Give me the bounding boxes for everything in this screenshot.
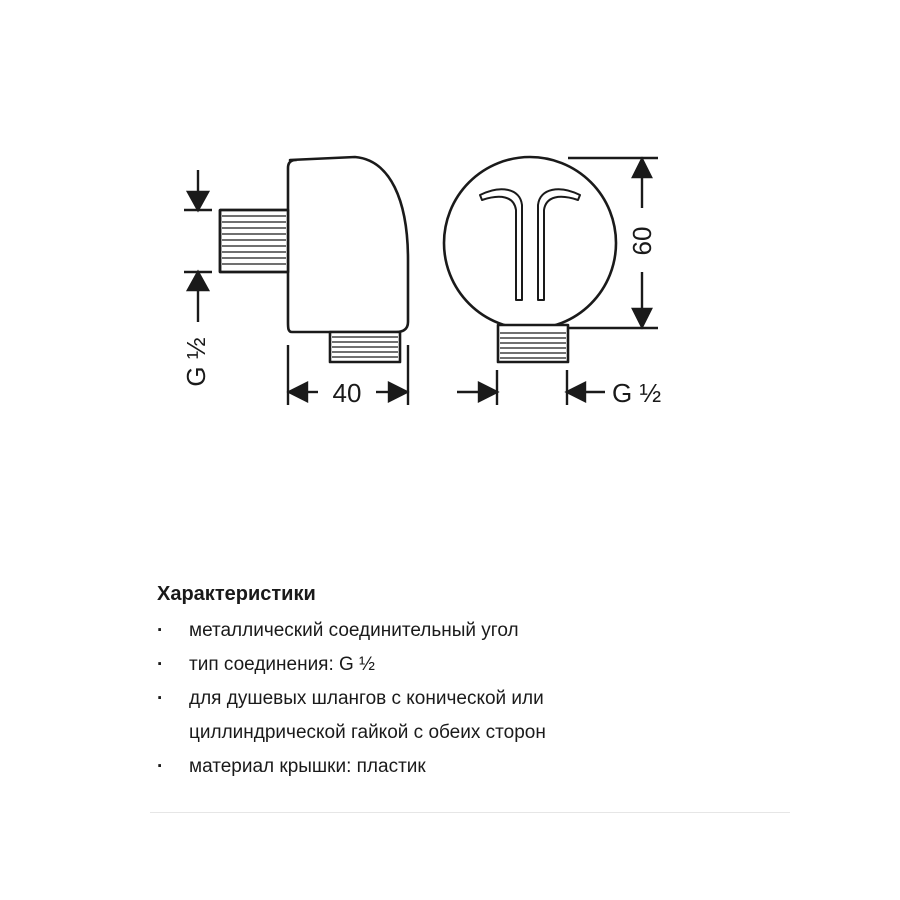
bullet-icon: · <box>157 688 164 709</box>
bullet-icon: · <box>157 756 164 777</box>
specifications-title: Характеристики <box>157 583 316 605</box>
side-thread-dimension <box>184 170 212 322</box>
front-view <box>444 157 616 362</box>
bullet-icon: · <box>157 654 164 675</box>
front-thread-dimension <box>457 370 605 405</box>
spec-item <box>157 614 797 648</box>
section-divider <box>150 812 790 813</box>
spec-item-text: материал крышки: пластик <box>189 756 426 777</box>
bullet-icon: · <box>157 620 164 641</box>
spec-item <box>157 750 797 784</box>
front-logo <box>480 189 522 300</box>
side-view <box>220 157 408 362</box>
side-thread-label: G ½ <box>181 337 211 387</box>
specifications-section <box>157 583 797 784</box>
front-cover-circle <box>444 157 616 329</box>
spec-item-text: для душевых шлангов с конической или циллиндрической гайкой с обеих сторон <box>189 688 546 743</box>
front-height-label: 60 <box>627 226 657 256</box>
side-body <box>288 157 408 332</box>
front-outlet-thread <box>498 325 568 362</box>
side-back-thread <box>220 210 288 272</box>
specifications-list <box>157 614 797 784</box>
side-width-label: 40 <box>332 378 362 408</box>
spec-item-text: тип соединения: G ½ <box>189 654 375 675</box>
spec-item <box>157 648 797 682</box>
front-thread-label: G ½ <box>612 378 662 408</box>
side-outlet-thread <box>330 332 400 362</box>
spec-item-text: металлический соединительный угол <box>189 620 519 641</box>
spec-item <box>157 682 669 750</box>
